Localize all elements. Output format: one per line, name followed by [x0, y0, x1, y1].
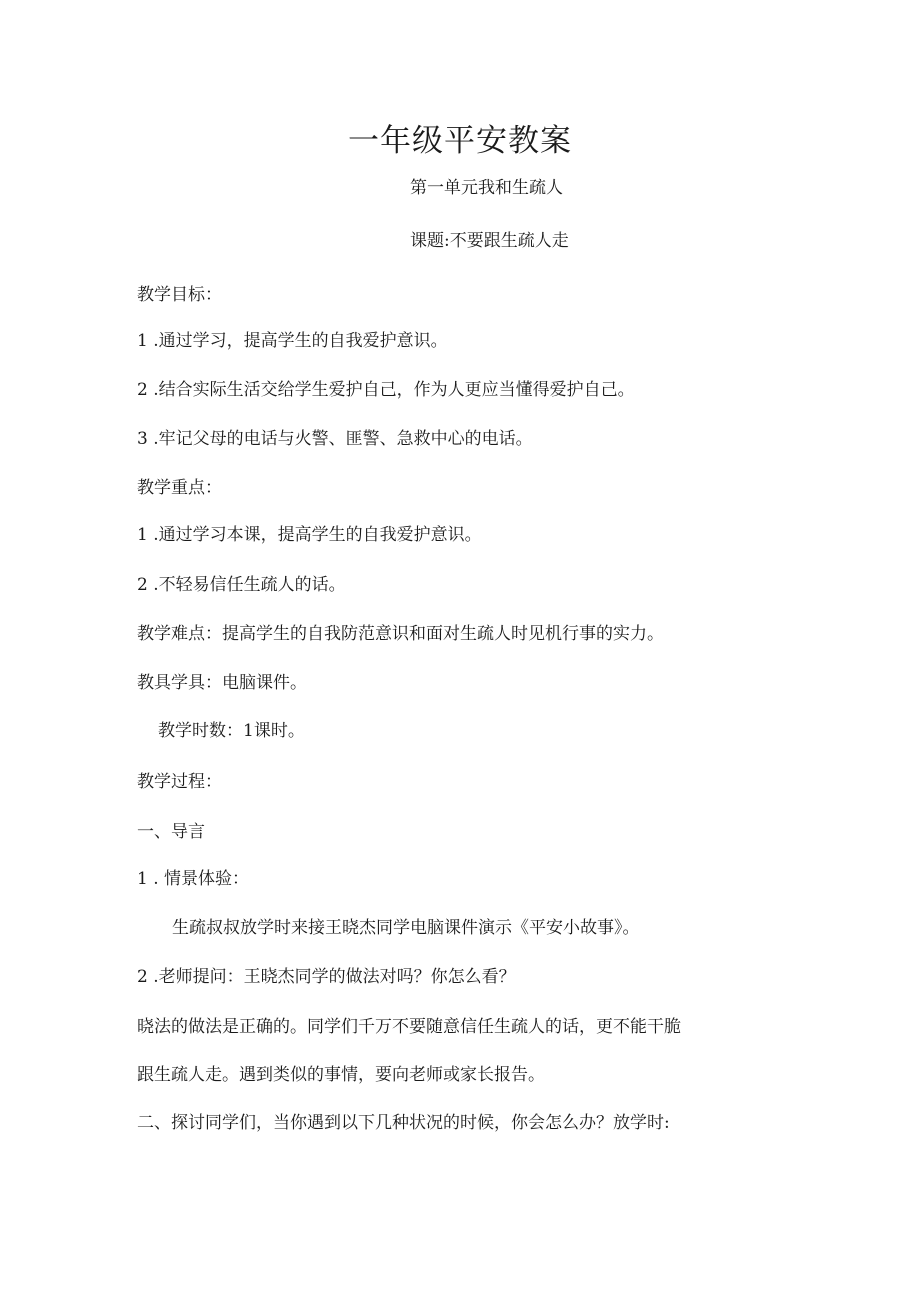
difficulty-line: 教学难点：提高学生的自我防范意识和面对生疏人时见机行事的实力。: [137, 624, 664, 644]
hours-line: 教学时数：1课时。: [158, 721, 305, 741]
paragraph-line: 跟生疏人走。遇到类似的事情，要向老师或家长报告。: [137, 1065, 545, 1085]
process-item: 1 . 情景体验：: [137, 869, 250, 889]
objectives-heading: 教学目标：: [137, 285, 222, 305]
scenario-line: 生疏叔叔放学时来接王晓杰同学电脑课件演示《平安小故事》。: [172, 918, 640, 938]
process-heading: 教学过程：: [137, 772, 222, 792]
tools-line: 教具学具：电脑课件。: [137, 673, 307, 693]
key-points-heading: 教学重点：: [137, 478, 222, 498]
objective-item: 3 .牢记父母的电话与火警、匪警、急救中心的电话。: [137, 429, 533, 449]
document-title: 一年级平安教案: [348, 123, 572, 159]
paragraph-line: 晓法的做法是正确的。同学们千万不要随意信任生疏人的话，更不能干脆: [137, 1017, 681, 1037]
key-point-item: 1 .通过学习本课，提高学生的自我爱护意识。: [137, 525, 482, 545]
section-one-heading: 一、导言: [137, 822, 205, 842]
key-point-item: 2 .不轻易信任生疏人的话。: [137, 575, 346, 595]
topic-subtitle: 课题:不要跟生疏人走: [410, 231, 569, 251]
process-item: 2 .老师提问：王晓杰同学的做法对吗？你怎么看？: [137, 967, 516, 987]
objective-item: 2 .结合实际生活交给学生爱护自己，作为人更应当懂得爱护自己。: [137, 380, 635, 400]
unit-subtitle: 第一单元我和生疏人: [410, 178, 563, 198]
section-two-line: 二、探讨同学们，当你遇到以下几种状况的时候，你会怎么办？放学时:: [137, 1113, 670, 1133]
objective-item: 1 .通过学习，提高学生的自我爱护意识。: [137, 331, 448, 351]
